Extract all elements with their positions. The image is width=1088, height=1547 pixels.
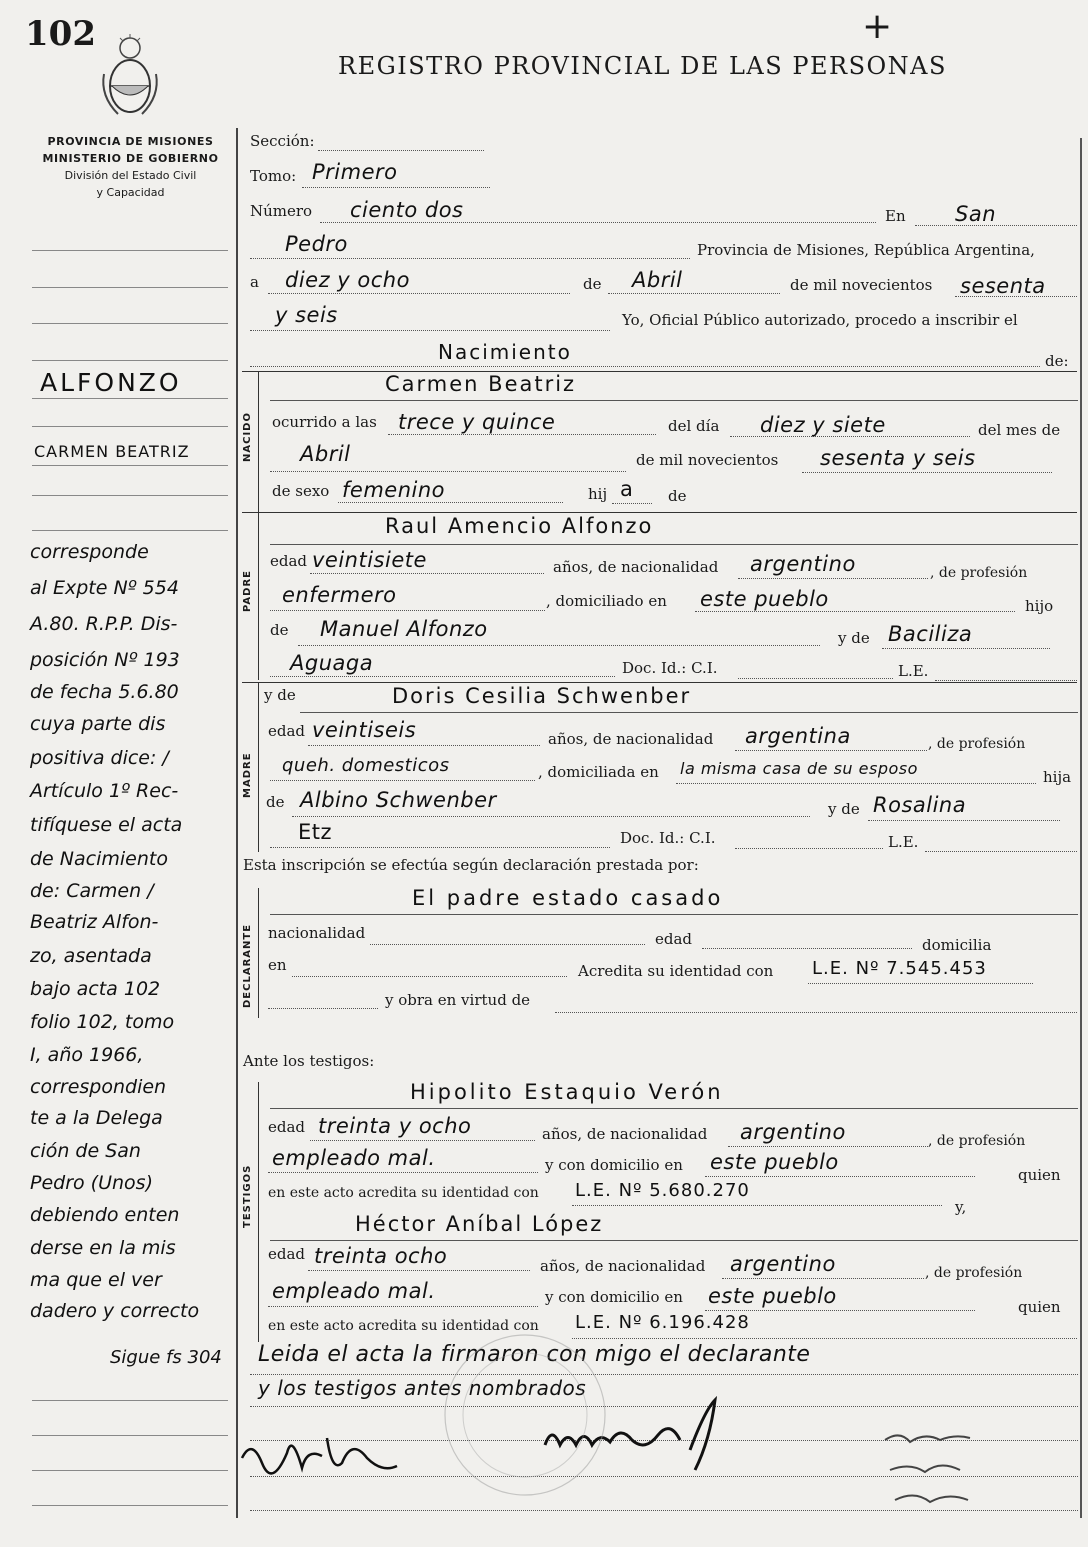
margin-note-line: ma que el ver	[30, 1269, 162, 1291]
padre-dom-value: este pueblo	[700, 587, 829, 611]
sidebar-rule	[32, 1470, 228, 1471]
w1-nac-label: años, de nacionalidad	[542, 1125, 708, 1143]
place-value: Pedro	[285, 232, 348, 256]
w1-edad-value: treinta y ocho	[318, 1114, 472, 1138]
signature-declarante	[232, 1418, 412, 1488]
margin-note-line: de Nacimiento	[30, 848, 168, 870]
page-title: REGISTRO PROVINCIAL DE LAS PERSONAS	[338, 52, 947, 80]
declarante-id-field	[808, 983, 1033, 984]
padre-doc-field	[738, 678, 893, 679]
declarante-obra-field-1	[268, 1008, 378, 1009]
sidebar-rule	[32, 323, 228, 324]
declarante-name: El padre estado casado	[412, 886, 724, 910]
madre-edad-field	[308, 745, 540, 746]
padre-prof-field	[270, 610, 545, 611]
hour-value: trece y quince	[398, 410, 556, 434]
office-line: MINISTERIO DE GOBIERNO	[42, 152, 219, 165]
en-label: En	[885, 207, 906, 225]
declarante-en-field	[292, 976, 567, 977]
w2-dom-value: este pueblo	[708, 1284, 837, 1308]
w1-prof-label: , de profesión	[928, 1133, 1026, 1149]
a-label: a	[250, 273, 259, 291]
sexo-value: femenino	[342, 478, 445, 502]
madre-father-value: Albino Schwenber	[300, 788, 497, 812]
seccion-label: Sección:	[250, 132, 315, 150]
w2-prof-field	[268, 1306, 538, 1307]
day-field	[268, 293, 570, 294]
cross-mark: +	[862, 6, 893, 47]
w2-name: Héctor Aníbal López	[355, 1212, 604, 1236]
madre-father-field	[292, 816, 810, 817]
nacido-name: Carmen Beatriz	[385, 372, 577, 396]
madre-mother-field-1	[868, 820, 1060, 821]
padre-name-field	[270, 544, 1078, 545]
sidebar-rule	[32, 287, 228, 288]
declarante-name-field	[270, 914, 1078, 915]
year-field-2	[250, 330, 610, 331]
madre-y-de2-label: y de	[828, 800, 860, 818]
padre-de-label: de	[270, 621, 289, 639]
margin-note-line: folio 102, tomo	[30, 1011, 175, 1033]
sigue-note: Sigue fs 304	[110, 1347, 222, 1368]
nacido-top-rule	[242, 371, 1077, 372]
w1-edad-label: edad	[268, 1118, 306, 1136]
year-value-1: sesenta	[960, 274, 1046, 298]
seccion-field	[318, 150, 484, 151]
madre-top-rule	[242, 682, 1077, 683]
de-label: de	[583, 275, 602, 293]
nacido-month-field	[270, 471, 626, 472]
hij-label: hij	[588, 485, 608, 503]
w2-nac-field	[722, 1278, 924, 1279]
w2-edad-label: edad	[268, 1245, 306, 1263]
w1-id-field	[572, 1205, 942, 1206]
padre-edad-value: veintisiete	[312, 548, 427, 572]
nacido-day-value: diez y siete	[760, 413, 886, 437]
year-value-2: y seis	[275, 303, 338, 327]
padre-prof-label: , de profesión	[930, 565, 1028, 581]
testigos-intro: Ante los testigos:	[243, 1052, 375, 1070]
madre-nac-label: años, de nacionalidad	[548, 730, 714, 748]
margin-note-line: ción de San	[30, 1140, 141, 1162]
day-value: diez y ocho	[285, 268, 410, 292]
padre-y-de-label: y de	[838, 629, 870, 647]
w2-prof-label: , de profesión	[925, 1265, 1023, 1281]
w2-prof-value: empleado mal.	[272, 1279, 436, 1303]
margin-note-line: cuya parte dis	[30, 713, 166, 735]
margin-note-line: debiendo enten	[30, 1204, 180, 1226]
declarante-en-label: en	[268, 956, 287, 974]
padre-nac-label: años, de nacionalidad	[553, 558, 719, 576]
declarante-section-label: DECLARANTE	[242, 923, 253, 1008]
sidebar-rule	[32, 530, 228, 531]
acta-type-value: Nacimiento	[438, 340, 572, 364]
declarante-id-value: L.E. Nº 7.545.453	[812, 958, 987, 979]
sexo-field	[338, 502, 563, 503]
signature-witnesses	[870, 1420, 990, 1520]
w2-id-value: L.E. Nº 6.196.428	[575, 1312, 750, 1333]
office-line: División del Estado Civil	[64, 169, 197, 182]
w1-y-label: y,	[955, 1198, 967, 1216]
margin-note-line: positiva dice: /	[30, 747, 169, 769]
w1-id-value: L.E. Nº 5.680.270	[575, 1180, 750, 1201]
sidebar-rule	[32, 426, 228, 427]
madre-prof-value: queh. domesticos	[282, 755, 450, 776]
ocurrido-label: ocurrido a las	[272, 413, 377, 431]
provincia-text: Provincia de Misiones, República Argentina,	[697, 241, 1035, 259]
w1-prof-value: empleado mal.	[272, 1146, 436, 1170]
w2-dom-field	[705, 1310, 975, 1311]
month-value: Abril	[632, 268, 683, 292]
padre-edad-label: edad	[270, 552, 308, 570]
sidebar-rule	[32, 360, 228, 361]
tomo-label: Tomo:	[250, 167, 297, 185]
w1-dom-label: y con domicilio en	[545, 1156, 683, 1174]
office-line: PROVINCIA DE MISIONES	[47, 135, 214, 148]
right-border	[1080, 138, 1082, 1518]
declarante-intro: Esta inscripción se efectúa según declaración prestada por:	[243, 856, 699, 874]
w1-nac-field	[728, 1146, 928, 1147]
margin-note-line: I, año 1966,	[30, 1044, 144, 1066]
coat-of-arms-icon	[98, 34, 162, 120]
padre-nac-value: argentino	[750, 552, 856, 576]
madre-prof-label: , de profesión	[928, 736, 1026, 752]
madre-y-de-label: y de	[264, 686, 296, 704]
del-mes-label: del mes de	[978, 421, 1061, 439]
margin-note-line: dadero y correcto	[30, 1300, 200, 1322]
padre-name: Raul Amencio Alfonzo	[385, 514, 654, 538]
padre-mother-value-2: Aguaga	[290, 651, 374, 675]
testigos-section-label: TESTIGOS	[242, 1164, 253, 1228]
closing-line-1-rule	[250, 1374, 1078, 1375]
declarante-acredita-label: Acredita su identidad con	[578, 962, 774, 980]
sidebar-given-names: CARMEN BEATRIZ	[34, 442, 190, 461]
madre-prof-field	[270, 780, 535, 781]
sidebar-rule	[32, 495, 228, 496]
madre-dom-label: , domiciliada en	[538, 763, 659, 781]
padre-mother-field-1	[882, 648, 1050, 649]
w2-nac-label: años, de nacionalidad	[540, 1257, 706, 1275]
padre-le-field	[935, 680, 1077, 681]
sexo-label: de sexo	[272, 482, 330, 500]
margin-note-line: correspondien	[30, 1076, 167, 1098]
stamp-seal	[440, 1330, 610, 1500]
w1-dom-value: este pueblo	[710, 1150, 839, 1174]
de-colon-label: de:	[1045, 352, 1069, 370]
declarante-edad-label: edad	[655, 930, 693, 948]
nacido-section-label: NACIDO	[242, 412, 253, 462]
madre-name: Doris Cesilia Schwenber	[392, 684, 692, 708]
margin-note-line: posición Nº 193	[30, 649, 180, 671]
madre-edad-value: veintiseis	[312, 718, 417, 742]
w2-nac-value: argentino	[730, 1252, 836, 1276]
padre-dom-label: , domiciliado en	[546, 592, 667, 610]
w2-quien-label: quien	[1018, 1298, 1061, 1316]
nacido-month-value: Abril	[300, 442, 351, 466]
madre-dom-value: la misma casa de su esposo	[680, 759, 918, 778]
w1-nac-value: argentino	[740, 1120, 846, 1144]
padre-mother-field-2	[270, 676, 615, 677]
padre-section-label: PADRE	[242, 570, 253, 612]
hij-de-label: de	[668, 487, 687, 505]
numero-value: ciento dos	[350, 198, 464, 222]
madre-mother-field-2	[270, 847, 610, 848]
margin-note-line: corresponde	[30, 541, 149, 563]
w1-quien-label: quien	[1018, 1166, 1061, 1184]
margin-note-line: tifíquese el acta	[30, 814, 183, 836]
closing-line-2: y los testigos antes nombrados	[258, 1376, 587, 1400]
madre-edad-label: edad	[268, 722, 306, 740]
acta-type-field	[250, 366, 1040, 367]
w1-name-field	[270, 1108, 1078, 1109]
margin-note-line: te a la Delega	[30, 1107, 163, 1129]
place-field	[250, 258, 690, 259]
month-field	[608, 293, 780, 294]
sidebar-rule	[32, 398, 228, 399]
testigos-bracket	[258, 1082, 259, 1342]
madre-nac-value: argentina	[745, 724, 851, 748]
closing-line-1: Leida el acta la firmaron con migo el declarante	[258, 1342, 811, 1367]
w1-dom-field	[705, 1176, 975, 1177]
vertical-divider	[236, 128, 238, 1518]
w2-dom-label: y con domicilio en	[545, 1288, 683, 1306]
madre-doc-label: Doc. Id.: C.I.	[620, 829, 716, 847]
madre-le-label: L.E.	[888, 833, 919, 851]
nacido-year-label: de mil novecientos	[636, 451, 779, 469]
padre-prof-value: enfermero	[282, 583, 397, 607]
madre-mother-value-2: Etz	[298, 820, 333, 844]
madre-doc-field	[735, 848, 883, 849]
numero-label: Número	[250, 202, 313, 220]
nacido-bracket	[258, 372, 259, 512]
padre-father-field	[298, 645, 820, 646]
margin-note-line: A.80. R.P.P. Dis-	[30, 613, 178, 635]
madre-bracket	[258, 682, 259, 852]
margin-note-line: Pedro (Unos)	[30, 1172, 153, 1194]
madre-mother-value-1: Rosalina	[873, 793, 967, 817]
madre-hija-label: hija	[1043, 768, 1072, 786]
w1-name: Hipolito Estaquio Verón	[410, 1080, 724, 1104]
madre-section-label: MADRE	[242, 752, 253, 798]
sidebar-rule	[32, 1435, 228, 1436]
hij-field	[612, 503, 652, 504]
padre-hijo-label: hijo	[1025, 597, 1054, 615]
padre-bracket	[258, 512, 259, 680]
declarante-nac-label: nacionalidad	[268, 924, 366, 942]
sidebar-rule	[32, 465, 228, 466]
padre-top-rule	[242, 512, 1077, 513]
w1-edad-field	[310, 1140, 535, 1141]
w2-name-field	[270, 1240, 1078, 1241]
padre-father-value: Manuel Alfonzo	[320, 617, 488, 641]
madre-dom-field	[676, 783, 1036, 784]
w2-acredita-label: en este acto acredita su identidad con	[268, 1318, 539, 1334]
padre-nac-field	[738, 578, 928, 579]
tomo-value: Primero	[312, 160, 398, 184]
w2-edad-field	[308, 1270, 530, 1271]
margin-note-line: Beatriz Alfon-	[30, 911, 159, 933]
margin-note-line: de: Carmen /	[30, 880, 154, 902]
hour-field	[388, 434, 656, 435]
declarante-nac-field	[370, 944, 645, 945]
sidebar-surname: ALFONZO	[40, 368, 182, 397]
en-value: San	[955, 202, 997, 226]
padre-doc-label: Doc. Id.: C.I.	[622, 659, 718, 677]
padre-le-label: L.E.	[898, 662, 929, 680]
padre-dom-field	[695, 611, 1015, 612]
padre-mother-value-1: Baciliza	[888, 622, 973, 646]
margin-note-line: zo, asentada	[30, 945, 152, 967]
declarante-edad-field	[702, 948, 912, 949]
w1-acredita-label: en este acto acredita su identidad con	[268, 1185, 539, 1201]
nacido-name-field	[270, 400, 1078, 401]
madre-le-field	[925, 851, 1077, 852]
nacido-year-field	[802, 472, 1052, 473]
madre-de-label: de	[266, 793, 285, 811]
w1-prof-field	[268, 1172, 538, 1173]
w2-edad-value: treinta ocho	[314, 1244, 448, 1268]
margin-note-line: al Expte Nº 554	[30, 577, 179, 599]
office-line: y Capacidad	[96, 186, 165, 199]
del-dia-label: del día	[668, 417, 720, 435]
w2-id-field	[572, 1338, 1077, 1339]
padre-edad-field	[310, 573, 544, 574]
declarante-obra-label: y obra en virtud de	[385, 991, 531, 1009]
margin-note-line: bajo acta 102	[30, 978, 161, 1000]
margin-note-line: derse en la mis	[30, 1237, 176, 1259]
hij-value: a	[620, 477, 634, 501]
numero-field	[320, 222, 876, 223]
margin-note-line: de fecha 5.6.80	[30, 681, 179, 703]
sidebar-rule	[32, 1505, 228, 1506]
sidebar-rule	[32, 1400, 228, 1401]
madre-nac-field	[735, 750, 927, 751]
nacido-year-value: sesenta y seis	[820, 446, 976, 470]
declarante-dom-label: domicilia	[922, 936, 992, 954]
declarante-obra-field-2	[555, 1012, 1077, 1013]
madre-name-field	[300, 712, 1078, 713]
margin-note-line: Artículo 1º Rec-	[30, 780, 179, 802]
oficial-text: Yo, Oficial Público autorizado, procedo a inscribir el	[622, 311, 1018, 329]
sidebar-rule	[32, 250, 228, 251]
declarante-bracket	[258, 888, 259, 1018]
tomo-field	[302, 187, 490, 188]
office-block	[28, 133, 233, 201]
year-label: de mil novecientos	[790, 276, 933, 294]
page-number: 102	[25, 14, 96, 54]
